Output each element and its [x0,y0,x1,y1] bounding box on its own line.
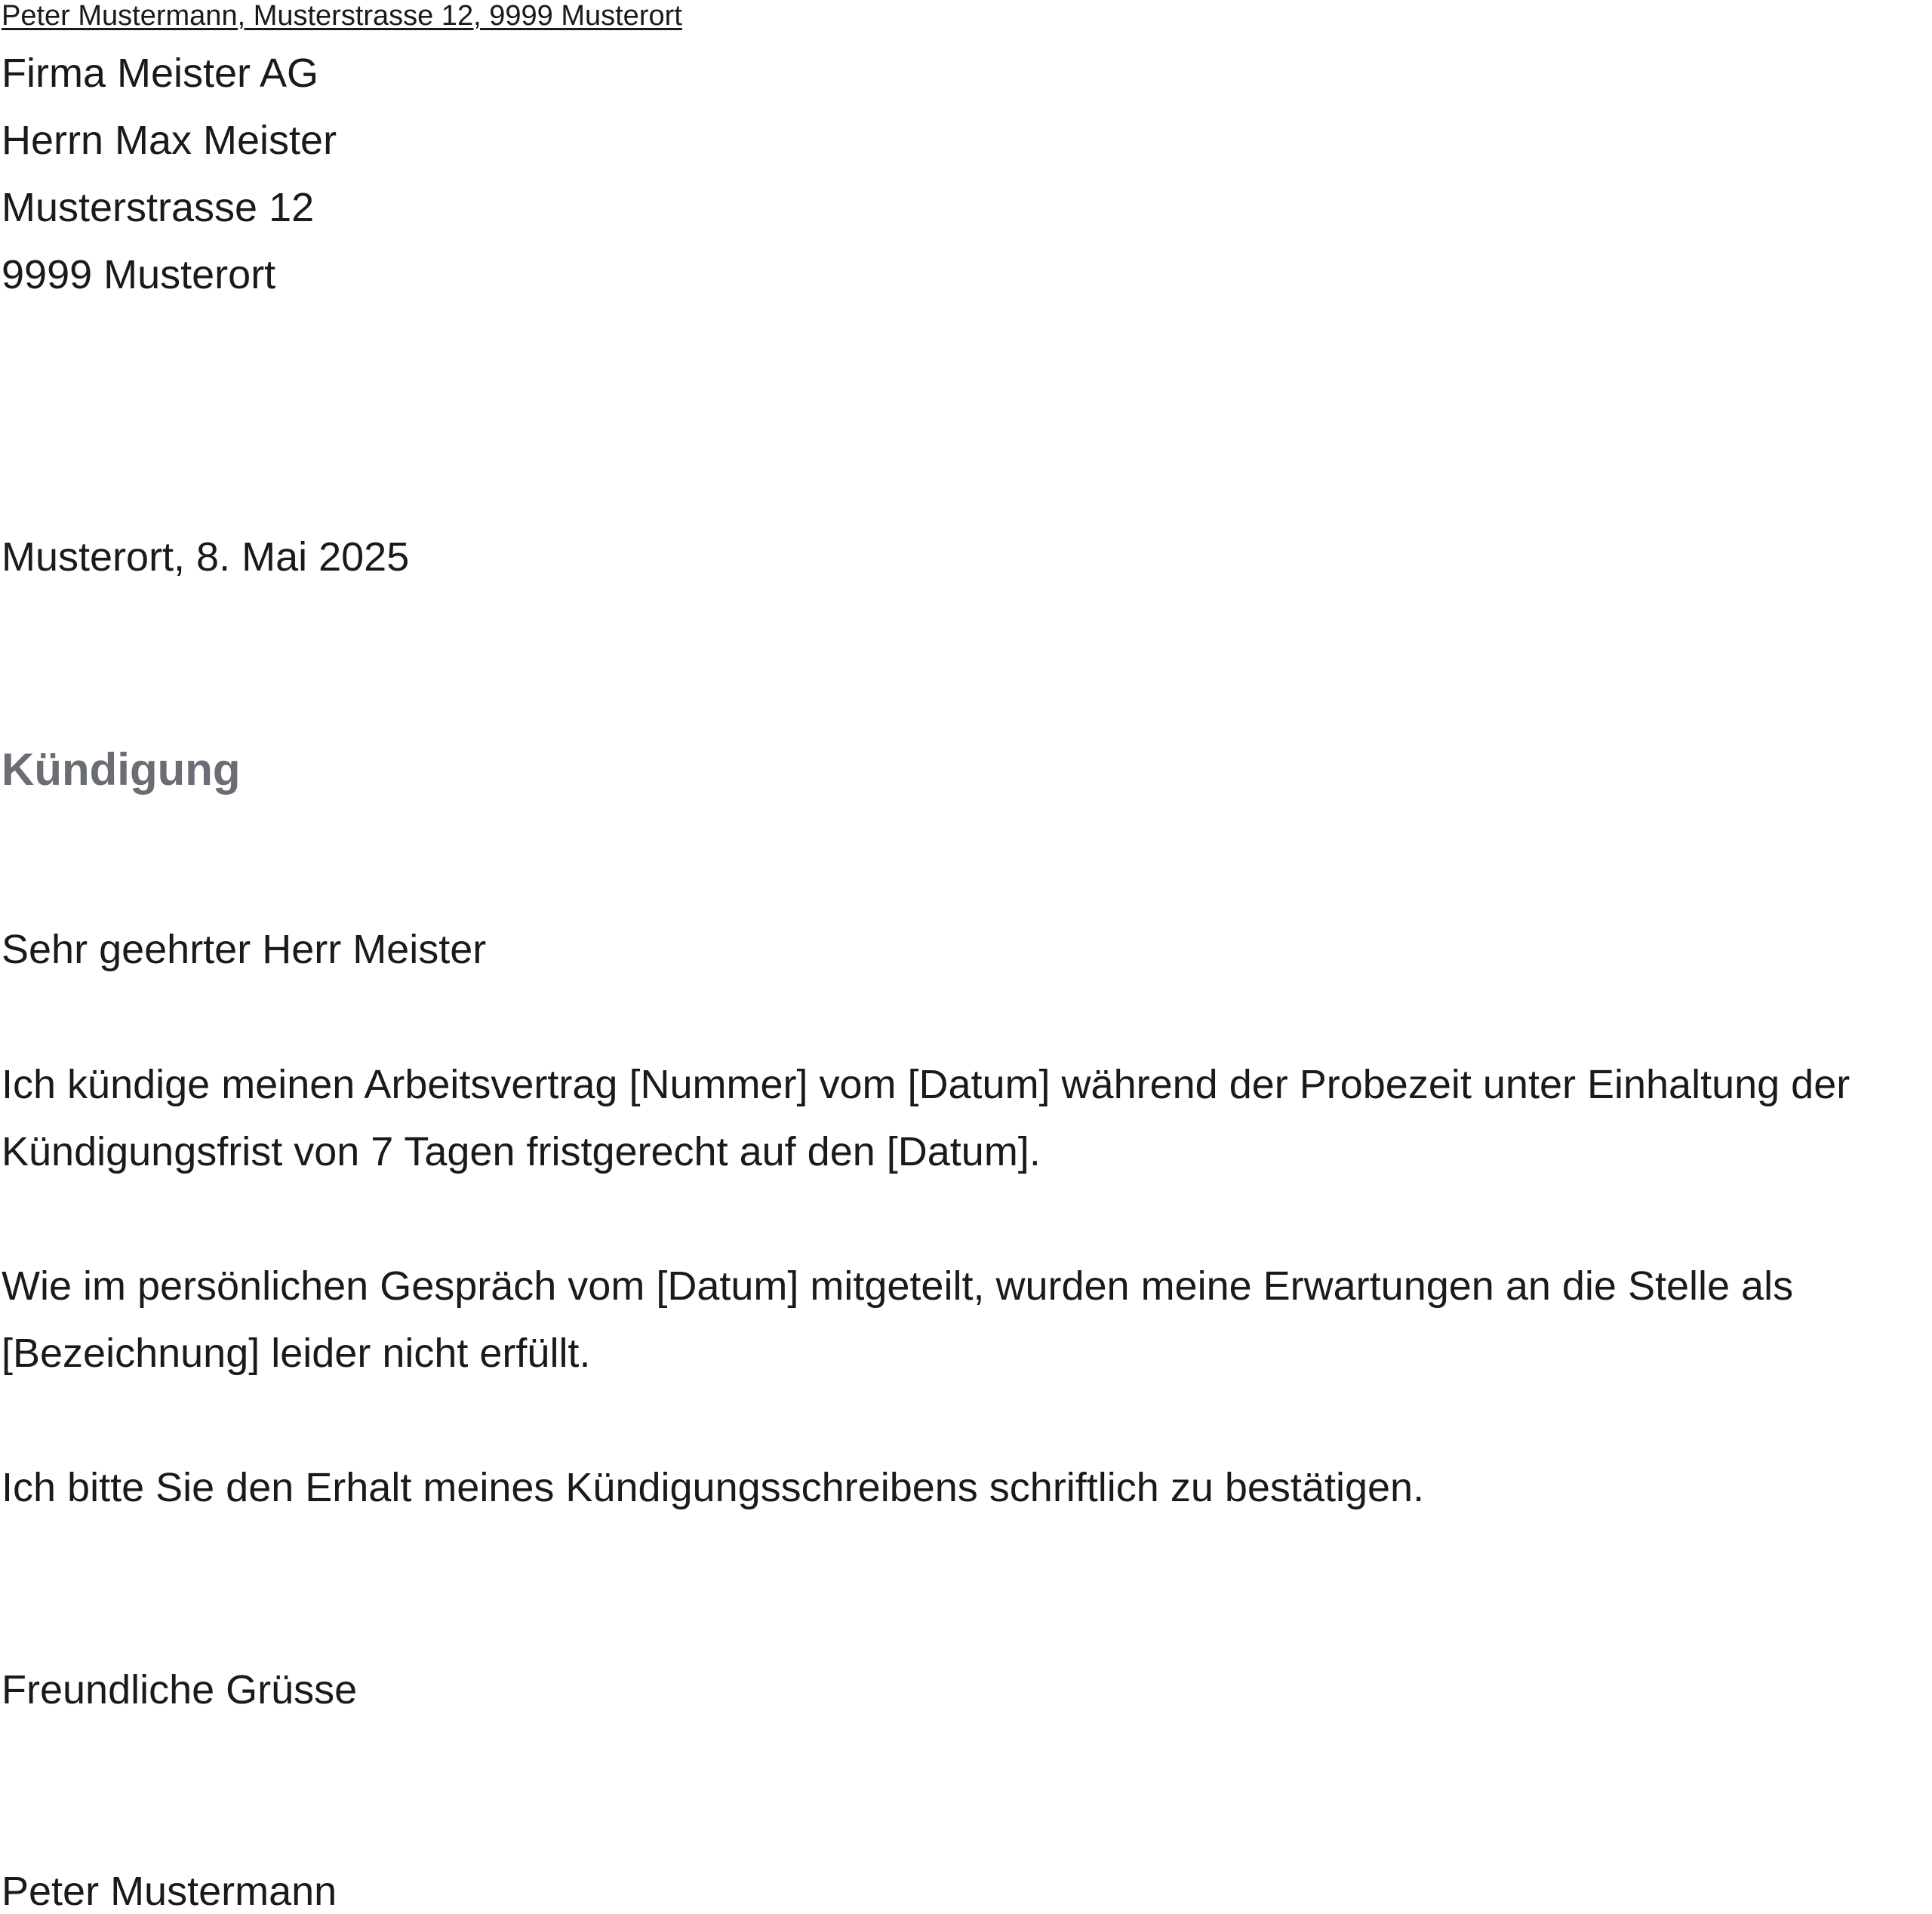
letter-date: Musterort, 8. Mai 2025 [2,534,410,580]
salutation: Sehr geehrter Herr Meister [2,927,487,972]
body-paragraph-1-line-1: Ich kündige meinen Arbeitsvertrag [Nummer] vom [Datum] während der Probezeit unter Einhaltung der [2,1062,1850,1107]
closing: Freundliche Grüsse [2,1667,358,1712]
signature-name: Peter Mustermann [2,1869,337,1914]
sender-address-line: Peter Mustermann, Musterstrasse 12, 9999 Musterort [2,0,682,32]
body-paragraph-3-line-1: Ich bitte Sie den Erhalt meines Kündigungsschreibens schriftlich zu bestätigen. [2,1465,1425,1510]
body-paragraph-2-line-2: [Bezeichnung] leider nicht erfüllt. [2,1331,591,1376]
recipient-street: Musterstrasse 12 [2,185,315,230]
body-paragraph-2-line-1: Wie im persönlichen Gespräch vom [Datum] mitgeteilt, wurden meine Erwartungen an die Stelle als [2,1263,1794,1309]
body-paragraph-1-line-2: Kündigungsfrist von 7 Tagen fristgerecht auf den [Datum]. [2,1129,1041,1174]
recipient-city: 9999 Musterort [2,252,276,297]
letter-subject: Kündigung [2,744,241,795]
recipient-name: Herrn Max Meister [2,118,337,163]
recipient-company: Firma Meister AG [2,51,319,96]
